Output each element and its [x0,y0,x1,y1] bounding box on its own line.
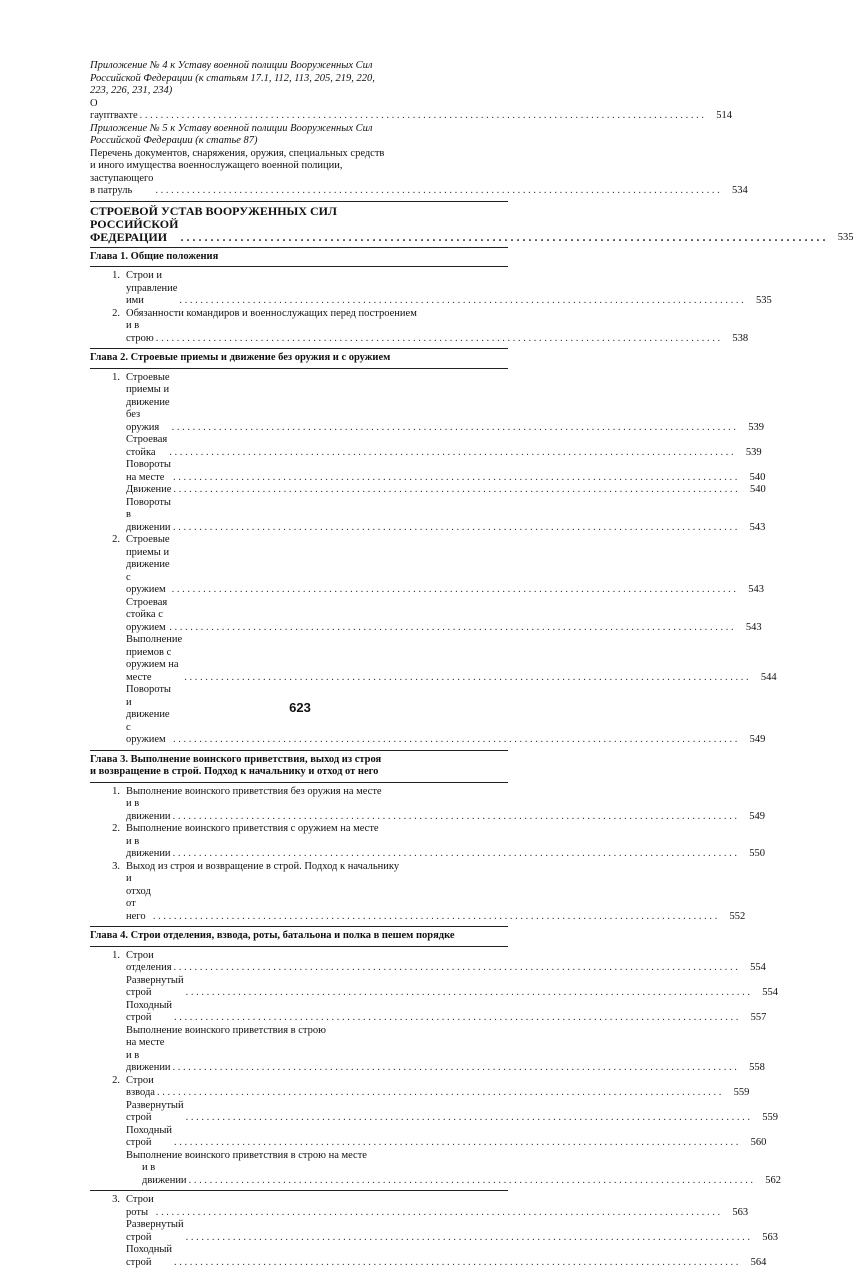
toc-entry-text: Повороты на месте [126,459,171,484]
toc-entry-page: 560 [740,1137,766,1150]
toc-entry-text: Строевая стойка с оружием [126,597,167,635]
toc-entry-page: 543 [739,522,765,535]
leader-dots [182,672,750,685]
toc-entry-text-line-1: Выполнение воинского приветствия в строю на месте [126,1150,508,1163]
chapter-4-title[interactable]: Глава 4. Строи отделения, взвода, роты, батальона и полка в пешем порядке [90,930,508,943]
divider [90,266,508,267]
item-number: 1. [90,786,126,824]
toc-entry-text: О гауптвахте [90,98,138,123]
leader-dots [171,1062,739,1075]
leader-dots [155,1087,723,1100]
item-number: 1. [90,372,126,435]
toc-entry-page: 562 [755,1175,781,1188]
toc-entry-page: 558 [739,1062,765,1075]
toc-entry-text: Походный строй [126,1125,172,1150]
toc-entry-page: 544 [751,672,777,685]
item-number: 3. [90,1194,126,1219]
appendix-4-line-2: Российской Федерации (к статьям 17.1, 112, 113, 205, 219, 220, [90,73,508,86]
leader-dots [184,1232,752,1245]
toc-entry-page: 514 [706,110,732,123]
ch4-sub-3-2[interactable] [90,1244,508,1269]
leader-dots [172,1137,740,1150]
toc-entry-page: 552 [719,911,745,924]
leader-dots [151,911,719,924]
divider [90,201,508,202]
toc-entry-text-line-2: и в движении [126,798,171,823]
page-number: 623 [0,700,600,715]
ch4-sub-1-2[interactable] [90,1000,508,1025]
item-number: 2. [90,308,126,346]
toc-entry-text: Повороты и движение с оружием [126,684,171,747]
appendix-4-line-1: Приложение № 4 к Уставу военной полиции Вооруженных Сил [90,60,508,73]
toc-entry-text-line-2: и в движении [126,836,171,861]
toc-entry-page: 539 [738,422,764,435]
ch1-item-1[interactable] [90,270,508,308]
toc-entry-text: Развернутый строй [126,1100,184,1125]
leader-dots [154,333,722,346]
ch2-item-1[interactable] [90,372,508,435]
toc-entry-text: заступающего в патруль [90,173,153,198]
ch4-sub-2-3[interactable] [90,1150,508,1188]
item-number: 1. [90,270,126,308]
section-heading[interactable] [90,205,508,244]
toc-entry-page: 543 [738,584,764,597]
ch2-sub-1-1[interactable] [90,434,508,459]
leader-dots [167,447,735,460]
ch4-sub-2-2[interactable] [90,1125,508,1150]
divider [90,247,508,248]
ch2-sub-2-1[interactable] [90,597,508,635]
toc-entry-text: Строевые приемы и движение без оружия [126,372,170,435]
toc-entry-page: 538 [722,333,748,346]
ch4-sub-2-1[interactable] [90,1100,508,1125]
item-number: 2. [90,534,126,597]
appendix-4-line-3: 223, 226, 231, 234) [90,85,508,98]
toc-entry-text: Походный строй [126,1000,172,1025]
toc-entry-text: Строи отделения [126,950,172,975]
toc-entry-page: 564 [740,1257,766,1269]
chapter-1-title[interactable]: Глава 1. Общие положения [90,251,508,264]
toc-entry-text: Развернутый строй [126,975,184,1000]
ch4-sub-1-3[interactable] [90,1025,508,1075]
toc-entry-text-line-1: Обязанности командиров и военнослужащих перед построением [126,308,748,321]
leader-dots [171,811,739,824]
toc-entry-guardhouse[interactable] [90,98,508,123]
toc-entry-text: Походный строй [126,1244,172,1269]
ch4-item-1[interactable] [90,950,508,975]
toc-entry-text-line-2: и в строю [126,320,154,345]
toc-entry-page: 554 [740,962,766,975]
toc-entry-page: 543 [736,622,762,635]
toc-entry-page: 549 [739,811,765,824]
toc-entry-page: 535 [746,295,772,308]
divider [90,348,508,349]
leader-dots [172,962,740,975]
toc-entry-page: 549 [739,734,765,747]
divider [90,750,508,751]
ch2-sub-1-3[interactable] [90,484,508,497]
leader-dots [171,484,739,497]
ch4-item-3[interactable] [90,1194,508,1219]
leader-dots [171,848,739,861]
toc-entry-text: Выполнение приемов с оружием на месте [126,634,182,684]
ch2-sub-1-2[interactable] [90,459,508,484]
list-line-1: Перечень документов, снаряжения, оружия, специальных средств [90,148,508,161]
leader-dots [187,1175,755,1188]
toc-entry-page: 559 [723,1087,749,1100]
ch4-sub-1-1[interactable] [90,975,508,1000]
toc-entry-page: 563 [752,1232,778,1245]
toc-entry-text-line-1: Выполнение воинского приветствия с оружием на месте [126,823,765,836]
toc-entry-text-line-1: Выполнение воинского приветствия без оружия на месте [126,786,765,799]
leader-dots [172,1012,740,1025]
section-heading-line-2: РОССИЙСКОЙ ФЕДЕРАЦИИ [90,218,178,244]
toc-entry-page: 557 [740,1012,766,1025]
item-number: 2. [90,1075,126,1100]
ch2-sub-2-2[interactable] [90,634,508,684]
chapter-2-title[interactable]: Глава 2. Строевые приемы и движение без оружия и с оружием [90,352,508,365]
toc-entry-text-line-1: Выполнение воинского приветствия в строю [126,1025,508,1038]
toc-entry-text: Строи и управление ими [126,270,177,308]
toc-entry-text-line-2: и отход от него [126,873,151,923]
toc-entry-text: Повороты в движении [126,497,171,535]
leader-dots [167,622,735,635]
chapter-3-title-line-1: Глава 3. Выполнение воинского приветствия, выход из строя [90,754,508,767]
leader-dots [138,110,706,123]
section-page: 535 [827,231,853,244]
leader-dots [184,987,752,1000]
toc-entry-text: Строевые приемы и движение с оружием [126,534,170,597]
toc-entry-text-line-2: и в движении [142,1162,187,1187]
ch3-item-2[interactable] [90,823,508,861]
divider [90,926,508,927]
leader-dots [170,422,738,435]
leader-dots [171,522,739,535]
leader-dots [171,472,739,485]
leader-dots [172,1257,740,1269]
toc-entry-page: 534 [722,185,748,198]
ch4-sub-3-1[interactable] [90,1219,508,1244]
toc-entry-page: 559 [752,1112,778,1125]
toc-entry-page: 540 [740,484,766,497]
chapter-3-title-line-2: и возвращение в строй. Подход к начальнику и отход от него [90,766,508,779]
leader-dots [178,231,827,244]
divider [90,946,508,947]
item-number: 3. [90,861,126,924]
toc-entry-page: 563 [722,1207,748,1220]
toc-entry-page: 550 [739,848,765,861]
divider [90,782,508,783]
toc-entry-text-line-2: на месте и в движении [126,1037,171,1075]
toc-entry-page: 554 [752,987,778,1000]
toc-entry-text: Строи взвода [126,1075,155,1100]
divider [90,368,508,369]
leader-dots [170,584,738,597]
ch2-sub-2-3[interactable] [90,684,508,747]
toc-entry-patrol-list[interactable] [90,173,508,198]
section-heading-line-1: СТРОЕВОЙ УСТАВ ВООРУЖЕННЫХ СИЛ [90,205,508,218]
toc-entry-text: Развернутый строй [126,1219,184,1244]
toc-entry-text: Движение [126,484,171,497]
leader-dots [154,1207,722,1220]
ch2-item-2[interactable] [90,534,508,597]
divider [90,1190,508,1191]
table-of-contents [90,60,508,1269]
ch4-item-2[interactable] [90,1075,508,1100]
leader-dots [177,295,745,308]
leader-dots [171,734,739,747]
appendix-5-caption [90,123,508,148]
leader-dots [153,185,721,198]
ch1-item-2[interactable] [90,308,508,346]
toc-entry-text: Строи роты [126,1194,154,1219]
appendix-5-line-2: Российской Федерации (к статье 87) [90,135,508,148]
item-number: 2. [90,823,126,861]
chapter-3-title[interactable] [90,754,508,779]
leader-dots [184,1112,752,1125]
ch2-sub-1-4[interactable] [90,497,508,535]
appendix-4-caption [90,60,508,98]
appendix-5-line-1: Приложение № 5 к Уставу военной полиции Вооруженных Сил [90,123,508,136]
ch3-item-3[interactable] [90,861,508,924]
list-line-2: и иного имущества военнослужащего военной полиции, [90,160,508,173]
toc-entry-page: 539 [736,447,762,460]
item-number: 1. [90,950,126,975]
ch3-item-1[interactable] [90,786,508,824]
toc-entry-page: 540 [739,472,765,485]
toc-entry-text: Строевая стойка [126,434,167,459]
toc-entry-text-line-1: Выход из строя и возвращение в строй. Подход к начальнику [126,861,745,874]
